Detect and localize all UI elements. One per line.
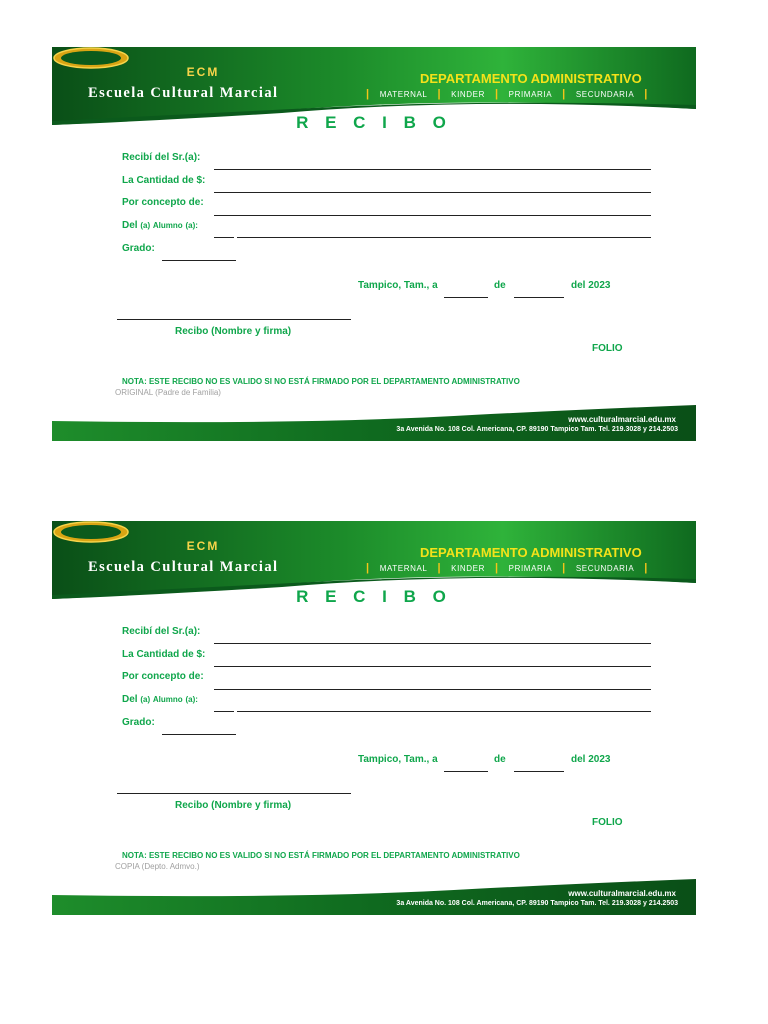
year-label: del 2023 <box>571 280 611 291</box>
amount-label: La Cantidad de $: <box>122 175 206 186</box>
student-label <box>122 220 198 231</box>
school-levels: | MATERNAL | KINDER | PRIMARIA | SECUNDARIA | <box>366 88 648 100</box>
de-label: de <box>494 754 506 765</box>
validity-note: NOTA: ESTE RECIBO NO ES VALIDO SI NO ESTÁ FIRMADO POR EL DEPARTAMENTO ADMINISTRATIVO <box>122 851 520 860</box>
folio-label: FOLIO <box>592 817 623 828</box>
footer-banner <box>52 405 696 441</box>
day-field[interactable] <box>444 297 488 298</box>
student-label-a: (a) <box>140 221 151 230</box>
year-label: del 2023 <box>571 754 611 765</box>
month-field[interactable] <box>514 297 564 298</box>
logo-text: ECM <box>186 539 220 553</box>
amount-field[interactable] <box>214 192 651 193</box>
de-label: de <box>494 280 506 291</box>
level-item: PRIMARIA <box>508 563 553 573</box>
amount-field[interactable] <box>214 666 651 667</box>
grade-label: Grado: <box>122 717 155 728</box>
received-from-label: Recibí del Sr.(a): <box>122 152 201 163</box>
student-field[interactable] <box>237 711 651 712</box>
student-label <box>122 694 198 705</box>
footer-banner <box>52 879 696 915</box>
concept-label: Por concepto de: <box>122 671 204 682</box>
received-from-field[interactable] <box>214 169 651 170</box>
received-from-field[interactable] <box>214 643 651 644</box>
address-text: 3a Avenida No. 108 Col. Americana, CP. 89190 Tampico Tam. Tel. 219.3028 y 214.2503 <box>396 900 678 907</box>
month-field[interactable] <box>514 771 564 772</box>
student-label-prefix: Del <box>122 694 138 705</box>
website-text: www.culturalmarcial.edu.mx <box>568 415 676 424</box>
place-date-label: Tampico, Tam., a <box>358 280 438 291</box>
student-label-word: Alumno <box>152 695 183 704</box>
student-field-short[interactable] <box>214 711 234 712</box>
logo-text: ECM <box>186 65 220 79</box>
level-item: PRIMARIA <box>508 89 553 99</box>
school-name: Escuela Cultural Marcial <box>88 559 279 575</box>
folio-label: FOLIO <box>592 343 623 354</box>
school-logo-icon <box>52 47 130 69</box>
level-item: KINDER <box>451 89 485 99</box>
signature-label: Recibo (Nombre y firma) <box>175 800 292 811</box>
concept-field[interactable] <box>214 215 651 216</box>
receipt-title: R E C I B O <box>296 587 452 606</box>
department-title: DEPARTAMENTO ADMINISTRATIVO <box>420 545 642 560</box>
concept-field[interactable] <box>214 689 651 690</box>
validity-note: NOTA: ESTE RECIBO NO ES VALIDO SI NO ESTÁ FIRMADO POR EL DEPARTAMENTO ADMINISTRATIVO <box>122 377 520 386</box>
signature-line[interactable] <box>117 319 351 320</box>
receipt-title: R E C I B O <box>296 113 452 132</box>
level-item: KINDER <box>451 563 485 573</box>
grade-field[interactable] <box>162 260 236 261</box>
copy-label: COPIA (Depto. Admvo.) <box>115 862 200 871</box>
level-item: MATERNAL <box>379 89 428 99</box>
day-field[interactable] <box>444 771 488 772</box>
student-field-short[interactable] <box>214 237 234 238</box>
student-label-a: (a) <box>140 695 151 704</box>
received-from-label: Recibí del Sr.(a): <box>122 626 201 637</box>
grade-field[interactable] <box>162 734 236 735</box>
receipt-copy <box>52 521 696 915</box>
student-label-b: (a): <box>185 221 198 230</box>
receipt-original <box>52 47 696 441</box>
signature-line[interactable] <box>117 793 351 794</box>
place-date-label: Tampico, Tam., a <box>358 754 438 765</box>
school-logo-icon <box>52 521 130 543</box>
grade-label: Grado: <box>122 243 155 254</box>
copy-label: ORIGINAL (Padre de Familia) <box>115 388 221 397</box>
level-item: SECUNDARIA <box>575 563 635 573</box>
school-name: Escuela Cultural Marcial <box>88 85 279 101</box>
school-levels: | MATERNAL | KINDER | PRIMARIA | SECUNDARIA | <box>366 562 648 574</box>
student-label-prefix: Del <box>122 220 138 231</box>
concept-label: Por concepto de: <box>122 197 204 208</box>
student-label-b: (a): <box>185 695 198 704</box>
level-item: MATERNAL <box>379 563 428 573</box>
level-item: SECUNDARIA <box>575 89 635 99</box>
student-field[interactable] <box>237 237 651 238</box>
address-text: 3a Avenida No. 108 Col. Americana, CP. 89190 Tampico Tam. Tel. 219.3028 y 214.2503 <box>396 426 678 433</box>
student-label-word: Alumno <box>152 221 183 230</box>
amount-label: La Cantidad de $: <box>122 649 206 660</box>
department-title: DEPARTAMENTO ADMINISTRATIVO <box>420 71 642 86</box>
website-text: www.culturalmarcial.edu.mx <box>568 889 676 898</box>
signature-label: Recibo (Nombre y firma) <box>175 326 292 337</box>
